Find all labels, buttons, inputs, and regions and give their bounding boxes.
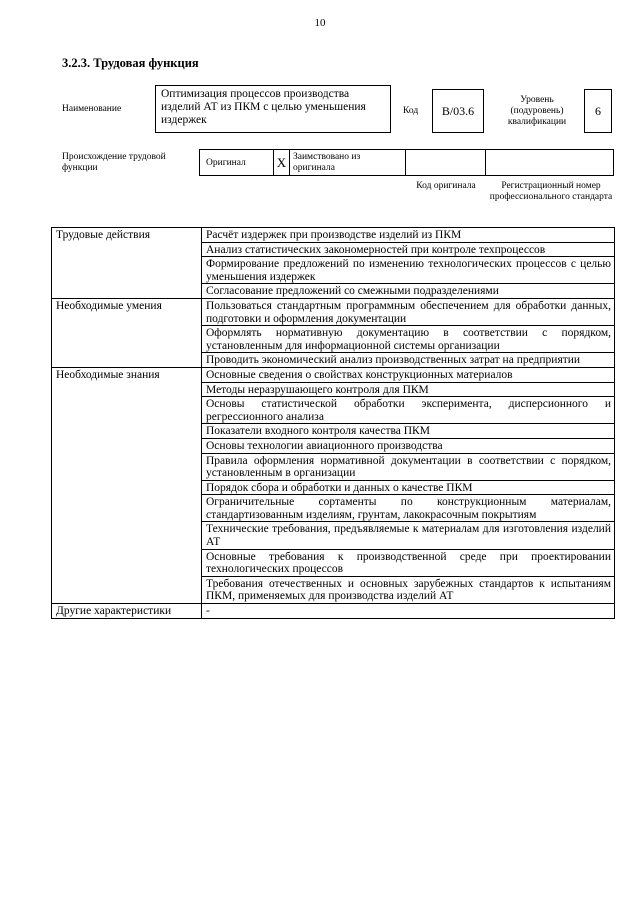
code-value-box: В/03.6 [432,89,484,133]
section-heading: 3.2.3. Трудовая функция [62,56,199,70]
list-item: Оформлять нормативную документацию в соответствии с порядком, установленным для информационной системы организации [202,326,615,353]
reg-number-cell [486,150,613,175]
level-value-box: 6 [584,89,612,133]
name-label: Наименование [62,104,122,114]
list-item: Формирование предложений по изменению технологических процессов с целью уменьшения издержек [202,257,615,284]
table-row [52,298,615,325]
function-details-table [51,227,615,619]
list-item: Основы технологии авиационного производства [202,438,615,453]
table-row [52,228,615,243]
list-item: Ограничительные сортаменты по конструкционным материалам, стандартизованным изделиям, грунтам, лакокрасочным покрытиям [202,495,615,522]
list-item: Основные требования к производственной среде при проектировании технологических процессов [202,549,615,576]
list-item: Правила оформления нормативной документации в соответствии с порядком, установленным в организации [202,453,615,480]
list-item: Согласование предложений со смежными подразделениями [202,284,615,299]
section-title: Трудовые действия [52,228,202,299]
list-item: Основные сведения о свойствах конструкционных материалов [202,367,615,382]
function-name-box: Оптимизация процессов производства изделий АТ из ПКМ с целью уменьшения издержек [155,85,391,133]
list-item: Требования отечественных и основных зарубежных стандартов к испытаниям ПКМ, применяемых для производства изделий АТ [202,576,615,603]
reg-caption: Регистрационный номер профессионального стандарта [489,181,613,202]
list-item: Показатели входного контроля качества ПКМ [202,424,615,439]
list-item: Проводить экономический анализ производственных затрат на предприятии [202,353,615,368]
level-label: Уровень (подуровень) квалификации [507,95,567,127]
list-item: Анализ статистических закономерностей при контроле техпроцессов [202,242,615,257]
code-caption: Код оригинала [416,181,476,191]
list-item: Порядок сбора и обработки и данных о качестве ПКМ [202,480,615,495]
list-item: Расчёт издержек при производстве изделий из ПКМ [202,228,615,243]
original-code-cell [406,150,486,175]
original-cell [200,150,274,175]
borrowed-cell: Заимствовано из оригинала [290,150,406,175]
list-item: Технические требования, предъявляемые к материалам для изготовления изделий АТ [202,522,615,549]
list-item: Основы статистической обработки эксперимента, дисперсионного и регрессионного анализа [202,397,615,424]
page-number: 10 [314,17,326,29]
section-title: Другие характеристики [52,604,202,619]
list-item: - [202,604,615,619]
original-label: Оригинал [206,158,246,168]
code-label: Код [403,106,419,116]
list-item: Методы неразрушающего контроля для ПКМ [202,382,615,397]
origin-table [199,149,614,176]
original-mark-cell: X [274,150,290,175]
table-row [52,604,615,619]
table-row [52,367,615,382]
origin-label: Происхождение трудовой функции [62,152,166,173]
list-item: Пользоваться стандартным программным обеспечением для обработки данных, подготовки и оформления документации [202,298,615,325]
section-title: Необходимые знания [52,367,202,603]
section-title: Необходимые умения [52,298,202,367]
